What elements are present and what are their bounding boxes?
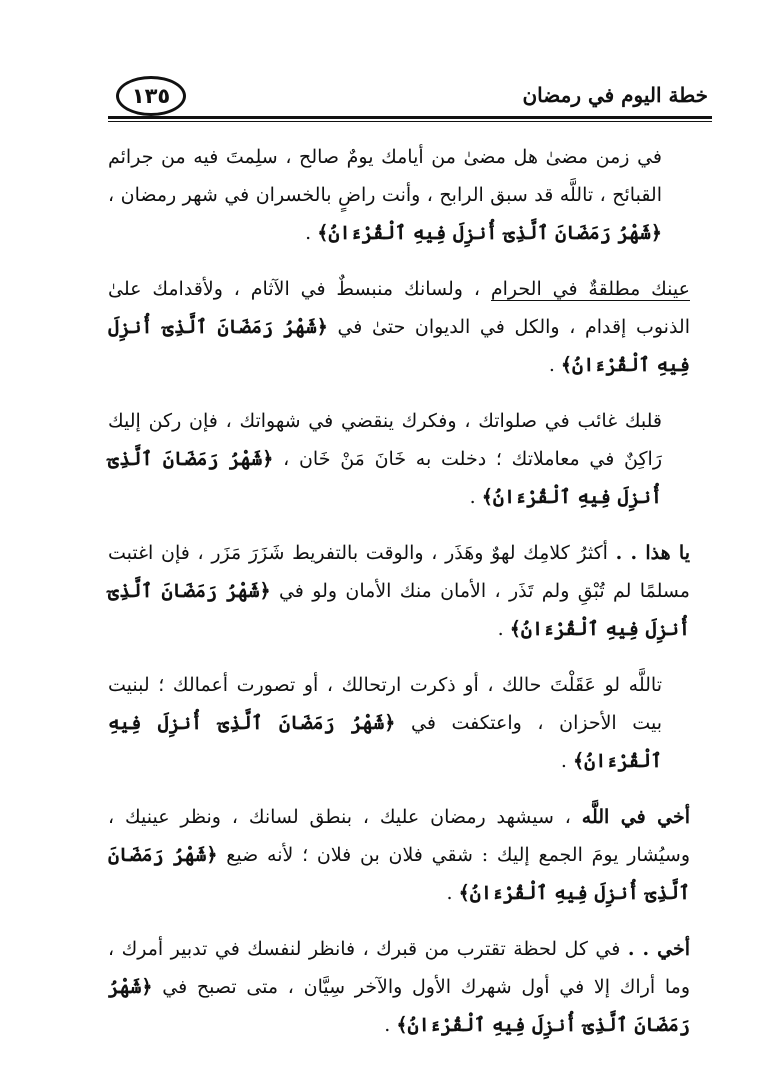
- paragraph-text: في زمن مضىٰ هل مضىٰ من أيامك يومٌ صالح ، سلِمتَ فيه من جرائم القبائح ، تاللَّه قد سبق الرابح ، وأنت راضٍ بالخسران في شهر رمضان ،: [108, 146, 662, 206]
- page-number: ١٣٥: [131, 84, 171, 108]
- paragraph: [108, 930, 690, 1044]
- running-title: خطة اليوم في رمضان: [522, 83, 708, 107]
- paragraph-end: .: [497, 618, 510, 640]
- paragraph-text: ، سيشهد رمضان عليك ، بنطق لسانك ، ونظر عينيك ، وسيُشار يومَ الجمع إليك : شقي فلان بن فلان ؛ لأنه ضيع: [108, 806, 690, 866]
- paragraph-text: قلبك غائب في صلواتك ، وفكرك ينقضي في شهواتك ، فإن ركن إليك رَاكِنٌ في معاملاتك ؛ دخلت به خَانَ مَنْ خَان ،: [108, 410, 662, 470]
- paragraph-end: .: [560, 750, 573, 772]
- paragraph-end: .: [469, 486, 482, 508]
- header-rule-thin: [108, 121, 712, 122]
- paragraph-text: في كل لحظة تقترب من قبرك ، فانظر لنفسك في تدبير أمرك ، وما أراك إلا في أول شهرك الأول والآخر سِيَّان ، متى تصبح في: [108, 938, 690, 998]
- quran-verse: ﴿شَهْرُ رَمَضَانَ ٱلَّذِىٓ أُنزِلَ فِيهِ ٱلْقُرْءَانُ﴾: [108, 844, 690, 904]
- paragraph-text: ، ولسانك منبسطٌ في الآثام ، ولأقدامك علىٰ الذنوب إقدام ، والكل في الديوان حتىٰ في: [108, 278, 690, 338]
- underlined-phrase: عينك مطلقةٌ في الحرام: [490, 278, 690, 300]
- header-rule: [108, 116, 712, 119]
- body-text: [108, 138, 690, 1062]
- paragraph-end: .: [305, 222, 318, 244]
- paragraph: [108, 270, 690, 384]
- paragraph-lead: يا هذا . .: [615, 542, 690, 564]
- paragraph: [108, 402, 690, 516]
- quran-verse: ﴿شَهْرُ رَمَضَانَ ٱلَّذِىٓ أُنزِلَ فِيهِ ٱلْقُرْءَانُ﴾: [108, 712, 662, 772]
- paragraph-end: .: [446, 882, 459, 904]
- quran-verse: ﴿شَهْرُ رَمَضَانَ ٱلَّذِىٓ أُنزِلَ فِيهِ ٱلْقُرْءَانُ﴾: [108, 976, 690, 1036]
- paragraph: [108, 138, 690, 252]
- page-number-badge: [116, 76, 186, 116]
- paragraph-text: أكثرُ كلامِك لهوٌ وهَذَر ، والوقت بالتفريط شَزَرَ مَزَر ، فإن اغتبت مسلمًا لم تُبْقِ ولم تَذَر ، الأمان منك الأمان ولو في: [108, 542, 690, 602]
- paragraph: [108, 666, 690, 780]
- paragraph-end: .: [384, 1014, 397, 1036]
- quran-verse: ﴿شَهْرُ رَمَضَانَ ٱلَّذِىٓ أُنزِلَ فِيهِ ٱلْقُرْءَانُ﴾: [317, 222, 662, 244]
- quran-verse: ﴿شَهْرُ رَمَضَانَ ٱلَّذِىٓ أُنزِلَ فِيهِ ٱلْقُرْءَانُ﴾: [108, 580, 690, 640]
- paragraph-text: تاللَّه لو عَقَلْتَ حالك ، أو ذكرت ارتحالك ، أو تصورت أعمالك ؛ لبنيت بيت الأحزان ، واعتكفت في: [108, 674, 662, 734]
- paragraph-end: .: [548, 354, 561, 376]
- quran-verse: ﴿شَهْرُ رَمَضَانَ ٱلَّذِىٓ أُنزِلَ فِيهِ ٱلْقُرْءَانُ﴾: [108, 316, 690, 376]
- paragraph: [108, 534, 690, 648]
- page-header: [108, 68, 712, 118]
- paragraph-lead: أخي في اللَّه: [581, 806, 691, 828]
- quran-verse: ﴿شَهْرُ رَمَضَانَ ٱلَّذِىٓ أُنزِلَ فِيهِ ٱلْقُرْءَانُ﴾: [108, 448, 662, 508]
- paragraph-lead: أخي . .: [627, 938, 690, 960]
- paragraph: [108, 798, 690, 912]
